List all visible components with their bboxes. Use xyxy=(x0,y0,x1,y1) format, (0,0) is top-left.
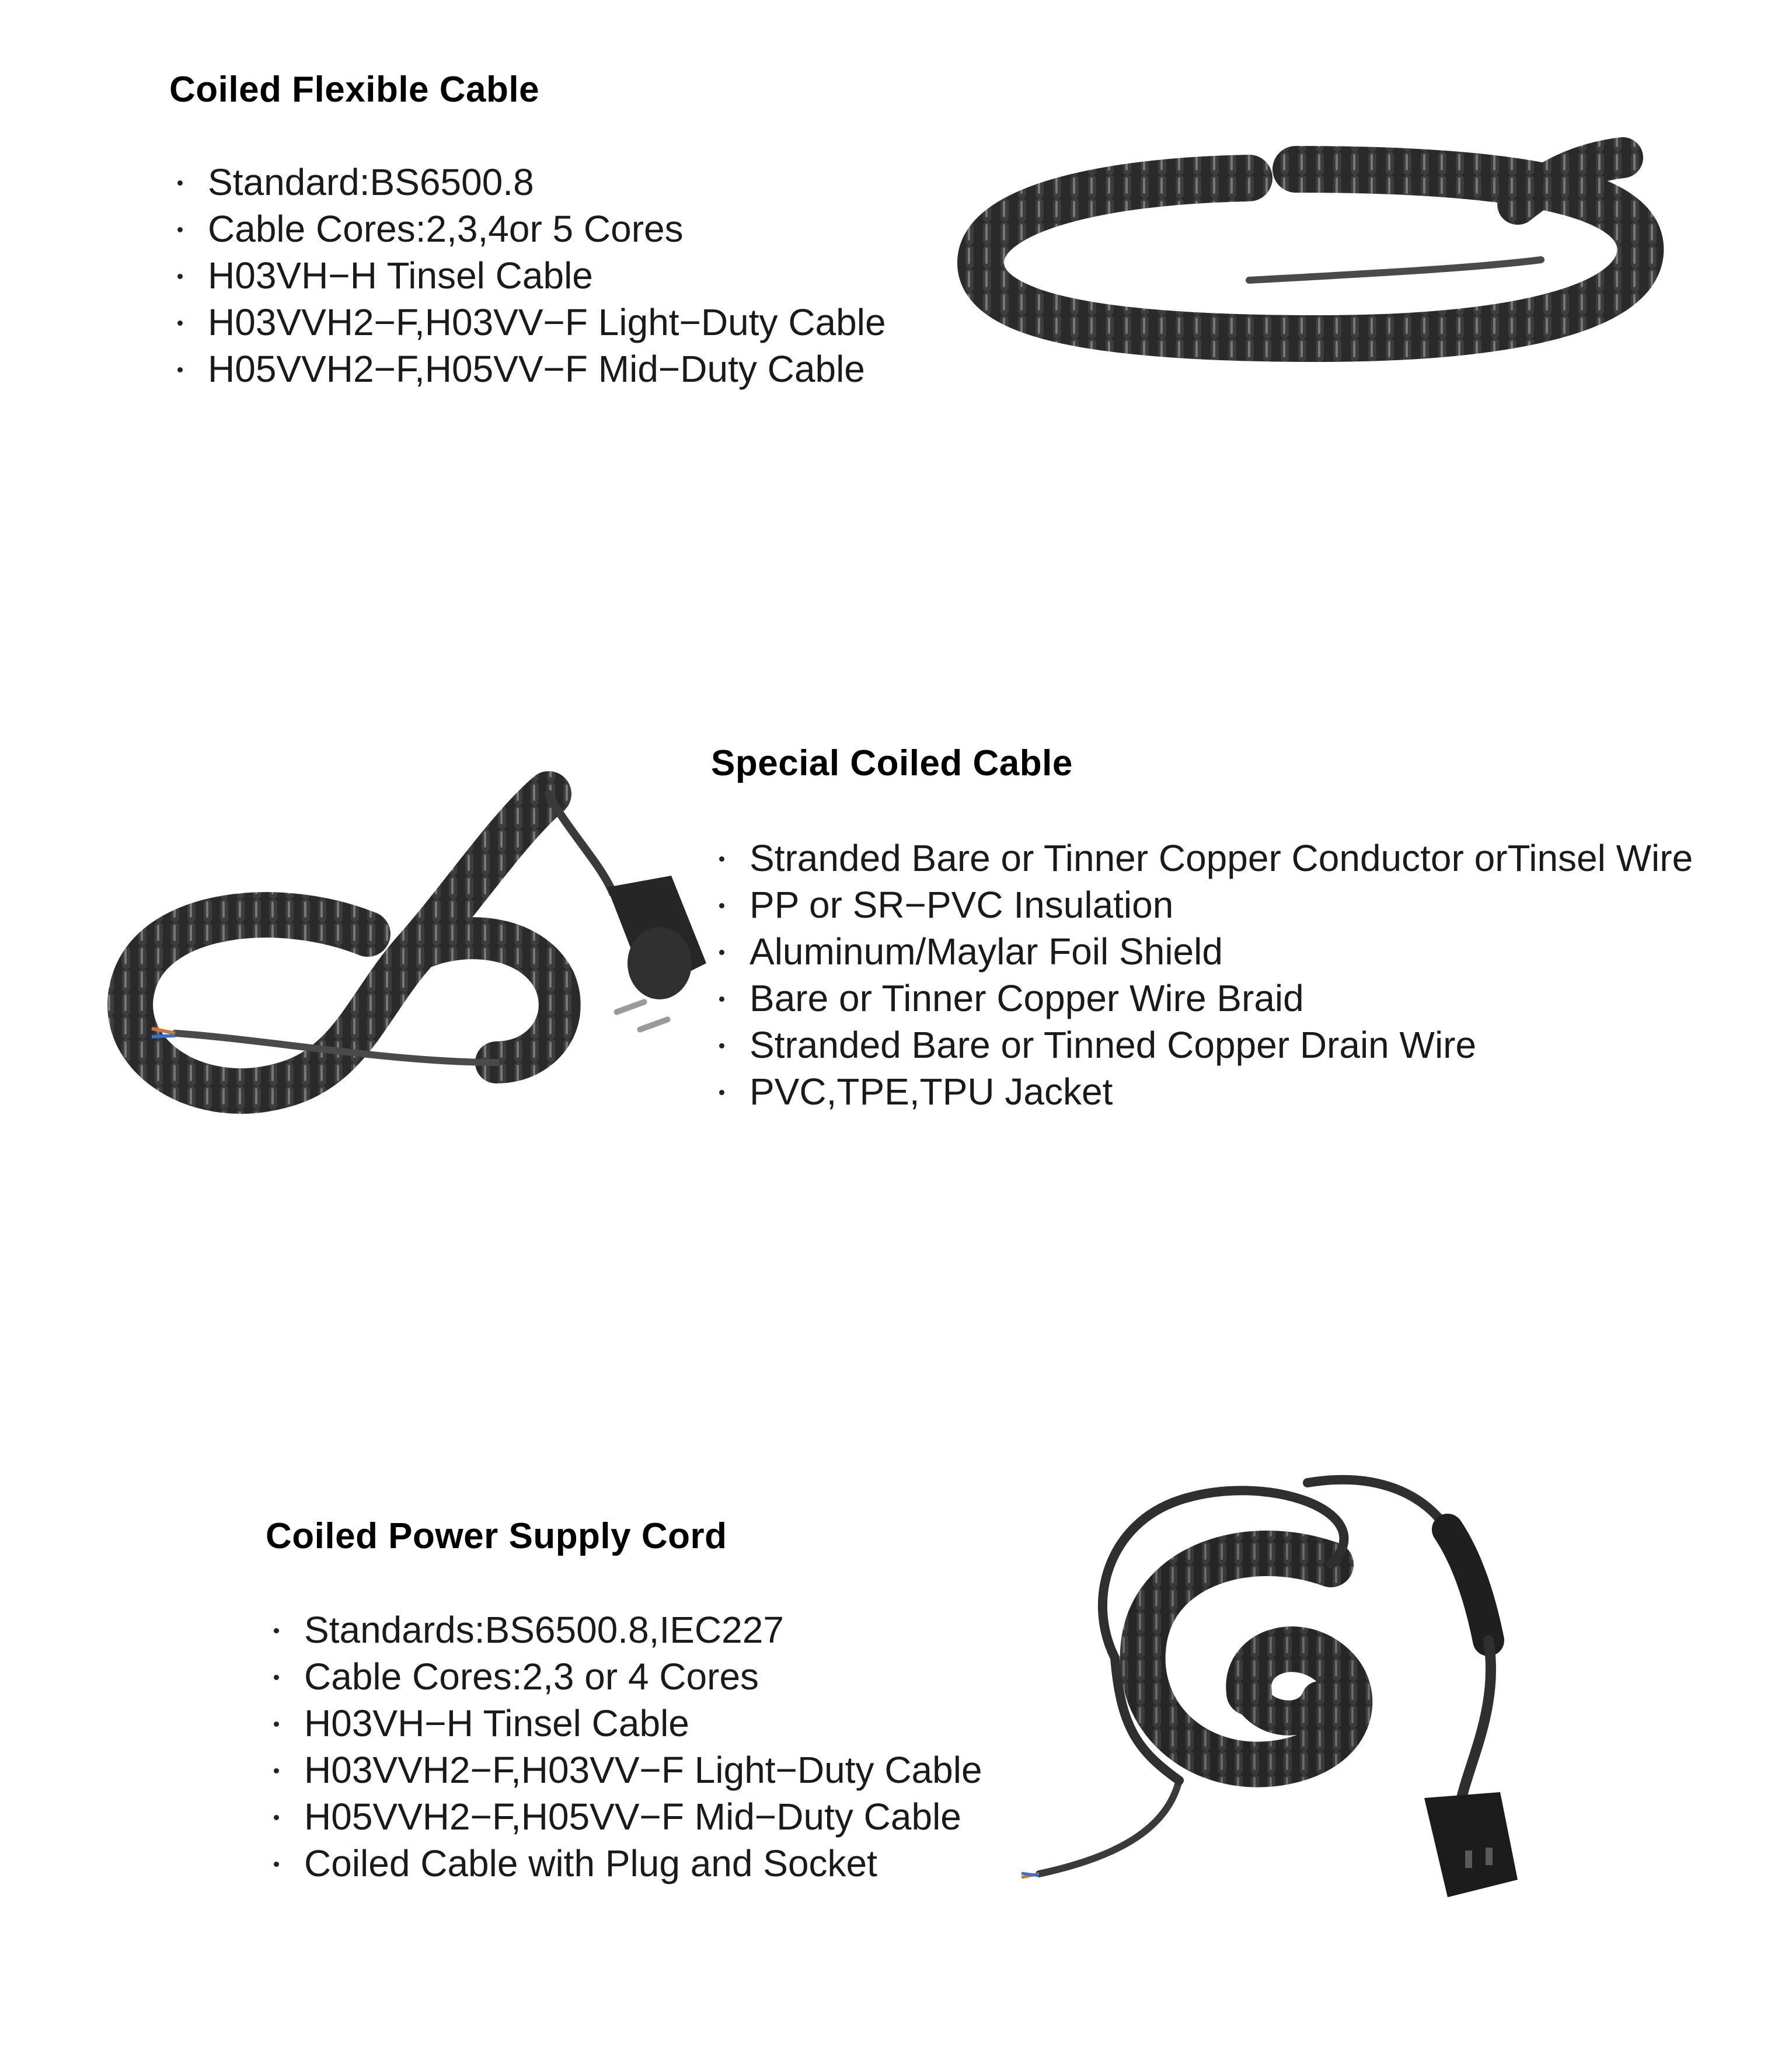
section-title-coiled-power-supply-cord: Coiled Power Supply Cord xyxy=(266,1516,727,1556)
list-item: PP or SR−PVC Insulation xyxy=(711,881,1693,928)
list-item: H05VVH2−F,H05VV−F Mid−Duty Cable xyxy=(169,346,886,392)
list-item: Stranded Bare or Tinned Copper Drain Wire xyxy=(711,1022,1693,1068)
list-item: H03VH−H Tinsel Cable xyxy=(169,252,886,299)
list-item: H05VVH2−F,H05VV−F Mid−Duty Cable xyxy=(266,1793,982,1840)
coiled-flexible-cable-photo xyxy=(946,128,1669,385)
list-item: H03VH−H Tinsel Cable xyxy=(266,1700,982,1747)
feature-list-special-coiled-cable xyxy=(711,835,1693,1115)
section-title-coiled-flexible-cable: Coiled Flexible Cable xyxy=(169,69,540,110)
list-item: H03VVH2−F,H03VV−F Light−Duty Cable xyxy=(266,1747,982,1793)
list-item: H03VVH2−F,H03VV−F Light−Duty Cable xyxy=(169,299,886,346)
socket-icon xyxy=(1424,1792,1518,1897)
list-item: Aluminum/Maylar Foil Shield xyxy=(711,928,1693,975)
section-title-special-coiled-cable: Special Coiled Cable xyxy=(711,743,1073,783)
list-item: Standards:BS6500.8,IEC227 xyxy=(266,1607,982,1653)
coiled-power-supply-cord-photo xyxy=(1004,1448,1623,1950)
list-item: PVC,TPE,TPU Jacket xyxy=(711,1068,1693,1115)
list-item: Stranded Bare or Tinner Copper Conductor orTinsel Wire xyxy=(711,835,1693,881)
special-coiled-cable-photo xyxy=(88,759,730,1132)
list-item: Standard:BS6500.8 xyxy=(169,159,886,205)
list-item: Cable Cores:2,3 or 4 Cores xyxy=(266,1653,982,1700)
list-item: Bare or Tinner Copper Wire Braid xyxy=(711,975,1693,1022)
list-item: Cable Cores:2,3,4or 5 Cores xyxy=(169,205,886,252)
plug-icon xyxy=(607,876,706,1033)
feature-list-coiled-flexible-cable xyxy=(169,159,886,392)
list-item: Coiled Cable with Plug and Socket xyxy=(266,1840,982,1887)
feature-list-coiled-power-supply-cord xyxy=(266,1607,982,1887)
